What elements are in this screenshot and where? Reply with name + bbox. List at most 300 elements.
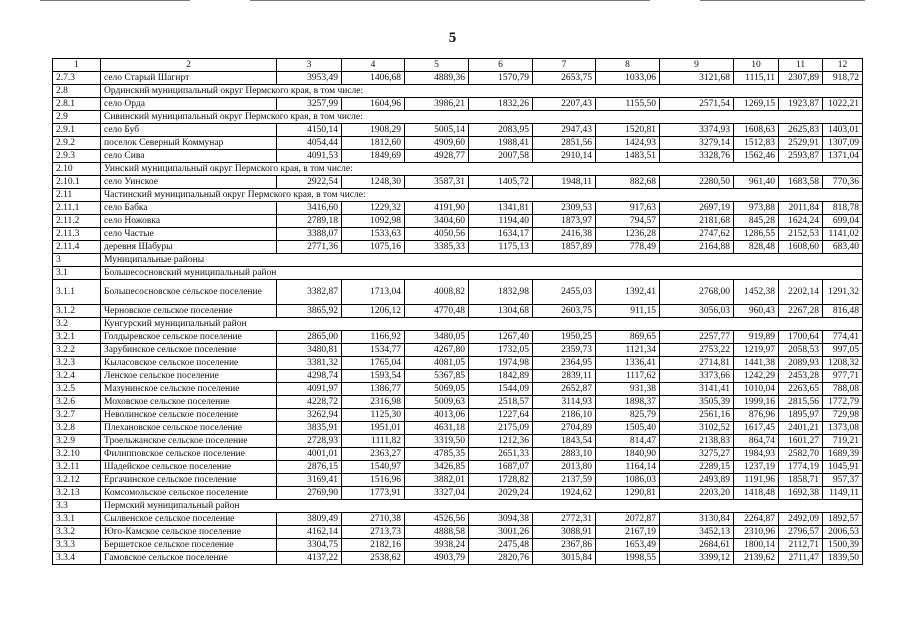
group-title: Пермский муниципальный район — [101, 500, 863, 513]
settlement-name: деревня Шабуры — [101, 241, 277, 254]
value-cell: 1617,45 — [734, 422, 779, 435]
column-header: 12 — [823, 59, 863, 72]
value-cell: 3001,26 — [469, 526, 533, 539]
value-cell: 1336,41 — [596, 357, 660, 370]
value-cell: 1540,97 — [342, 461, 405, 474]
settlement-name: Черновское сельское поселение — [101, 305, 277, 318]
value-cell: 957,37 — [823, 474, 863, 487]
value-cell: 2112,71 — [779, 539, 823, 552]
table-row — [53, 72, 863, 85]
value-cell: 4298,74 — [277, 370, 342, 383]
value-cell: 1892,57 — [823, 513, 863, 526]
value-cell: 1500,39 — [823, 539, 863, 552]
value-cell: 1772,79 — [823, 396, 863, 409]
row-code: 3.3.2 — [53, 526, 101, 539]
value-cell: 2137,59 — [533, 474, 596, 487]
column-header: 7 — [533, 59, 596, 72]
value-cell: 2492,09 — [779, 513, 823, 526]
value-cell: 2257,77 — [660, 331, 734, 344]
value-cell: 864,74 — [734, 435, 779, 448]
value-cell: 1570,79 — [469, 72, 533, 85]
value-cell: 1341,81 — [469, 202, 533, 215]
value-cell: 2771,36 — [277, 241, 342, 254]
value-cell: 2789,18 — [277, 215, 342, 228]
value-cell: 1229,32 — [342, 202, 405, 215]
value-cell: 2202,14 — [779, 280, 823, 305]
value-cell: 4267,80 — [405, 344, 469, 357]
value-cell: 3056,03 — [660, 305, 734, 318]
top-rule-left — [40, 0, 190, 1]
value-cell: 2263,65 — [779, 383, 823, 396]
value-cell: 2416,38 — [533, 228, 596, 241]
value-cell: 4081,05 — [405, 357, 469, 370]
settlement-name: село Частые — [101, 228, 277, 241]
value-cell: 825,79 — [596, 409, 660, 422]
value-cell: 2728,93 — [277, 435, 342, 448]
value-cell: 1604,96 — [342, 98, 405, 111]
row-code: 2.10 — [53, 163, 101, 176]
table-header-row — [53, 59, 863, 72]
value-cell: 2768,00 — [660, 280, 734, 305]
value-cell: 1175,13 — [469, 241, 533, 254]
value-cell: 1291,32 — [823, 280, 863, 305]
value-cell: 2203,20 — [660, 487, 734, 500]
value-cell: 1732,05 — [469, 344, 533, 357]
value-cell: 788,08 — [823, 383, 863, 396]
value-cell: 3262,94 — [277, 409, 342, 422]
settlement-name: Большесосновское сельское поселение — [101, 280, 277, 305]
value-cell: 1010,04 — [734, 383, 779, 396]
group-title: Сивинский муниципальный округ Пермского края, в том числе: — [101, 111, 863, 124]
group-title: Муниципальные районы — [101, 254, 863, 267]
value-cell: 2772,31 — [533, 513, 596, 526]
value-cell: 3327,04 — [405, 487, 469, 500]
value-cell: 2264,87 — [734, 513, 779, 526]
column-header: 8 — [596, 59, 660, 72]
value-cell: 4928,77 — [405, 150, 469, 163]
table-row — [53, 228, 863, 241]
value-cell: 3319,50 — [405, 435, 469, 448]
value-cell: 3865,92 — [277, 305, 342, 318]
value-cell: 1505,40 — [596, 422, 660, 435]
value-cell: 3505,39 — [660, 396, 734, 409]
value-cell: 3304,75 — [277, 539, 342, 552]
table-row — [53, 448, 863, 461]
table-row — [53, 435, 863, 448]
column-header: 3 — [277, 59, 342, 72]
row-code: 3.2.8 — [53, 422, 101, 435]
settlement-name: Неволинское сельское поселение — [101, 409, 277, 422]
table-row — [53, 396, 863, 409]
top-rule-right — [700, 0, 865, 1]
value-cell: 1832,26 — [469, 98, 533, 111]
value-cell: 3094,38 — [469, 513, 533, 526]
column-header: 1 — [53, 59, 101, 72]
value-cell: 2796,57 — [779, 526, 823, 539]
value-cell: 774,41 — [823, 331, 863, 344]
group-row — [53, 318, 863, 331]
value-cell: 2651,33 — [469, 448, 533, 461]
value-cell: 1840,90 — [596, 448, 660, 461]
value-cell: 2711,47 — [779, 552, 823, 565]
value-cell: 1713,04 — [342, 280, 405, 305]
value-cell: 2815,56 — [779, 396, 823, 409]
settlement-name: Плехановское сельское поселение — [101, 422, 277, 435]
value-cell: 1849,69 — [342, 150, 405, 163]
value-cell: 869,65 — [596, 331, 660, 344]
settlement-name: Троельжанское сельское поселение — [101, 435, 277, 448]
value-cell: 1033,06 — [596, 72, 660, 85]
row-code: 3.2.11 — [53, 461, 101, 474]
value-cell: 3121,68 — [660, 72, 734, 85]
table-row — [53, 552, 863, 565]
row-code: 2.11.4 — [53, 241, 101, 254]
value-cell: 2704,89 — [533, 422, 596, 435]
value-cell: 3169,41 — [277, 474, 342, 487]
value-cell: 1206,12 — [342, 305, 405, 318]
value-cell: 2139,62 — [734, 552, 779, 565]
value-cell: 1424,93 — [596, 137, 660, 150]
settlement-name: Голдыревское сельское поселение — [101, 331, 277, 344]
group-row — [53, 267, 863, 280]
value-cell: 2820,76 — [469, 552, 533, 565]
value-cell: 1534,77 — [342, 344, 405, 357]
value-cell: 1873,97 — [533, 215, 596, 228]
value-cell: 1923,87 — [779, 98, 823, 111]
value-cell: 2363,27 — [342, 448, 405, 461]
table-row — [53, 422, 863, 435]
value-cell: 1227,64 — [469, 409, 533, 422]
value-cell: 2307,89 — [779, 72, 823, 85]
value-cell: 1908,29 — [342, 124, 405, 137]
value-cell: 3275,27 — [660, 448, 734, 461]
value-cell: 4001,01 — [277, 448, 342, 461]
value-cell: 1115,11 — [734, 72, 779, 85]
value-cell: 3399,12 — [660, 552, 734, 565]
value-cell: 2714,81 — [660, 357, 734, 370]
table-body — [53, 59, 863, 565]
value-cell: 1895,97 — [779, 409, 823, 422]
row-code: 2.11.2 — [53, 215, 101, 228]
value-cell: 2652,87 — [533, 383, 596, 396]
value-cell: 1386,77 — [342, 383, 405, 396]
value-cell: 2453,28 — [779, 370, 823, 383]
table-row — [53, 241, 863, 254]
value-cell: 3373,66 — [660, 370, 734, 383]
value-cell: 1141,02 — [823, 228, 863, 241]
value-cell: 2922,54 — [277, 176, 342, 189]
value-cell: 1269,15 — [734, 98, 779, 111]
settlement-name: Моховское сельское поселение — [101, 396, 277, 409]
value-cell: 3374,93 — [660, 124, 734, 137]
value-cell: 1857,89 — [533, 241, 596, 254]
settlement-name: село Орда — [101, 98, 277, 111]
column-header: 5 — [405, 59, 469, 72]
value-cell: 1948,11 — [533, 176, 596, 189]
value-cell: 4770,48 — [405, 305, 469, 318]
value-cell: 1441,38 — [734, 357, 779, 370]
value-cell: 818,78 — [823, 202, 863, 215]
value-cell: 3882,01 — [405, 474, 469, 487]
value-cell: 2571,54 — [660, 98, 734, 111]
column-header: 6 — [469, 59, 533, 72]
settlement-name: село Старый Шагирт — [101, 72, 277, 85]
row-code: 3.2.7 — [53, 409, 101, 422]
value-cell: 1075,16 — [342, 241, 405, 254]
value-cell: 1544,09 — [469, 383, 533, 396]
value-cell: 4091,53 — [277, 150, 342, 163]
value-cell: 1191,96 — [734, 474, 779, 487]
table-row — [53, 150, 863, 163]
value-cell: 729,98 — [823, 409, 863, 422]
settlement-name: Комсомольское сельское поселение — [101, 487, 277, 500]
value-cell: 3130,84 — [660, 513, 734, 526]
value-cell: 2058,53 — [779, 344, 823, 357]
column-header: 4 — [342, 59, 405, 72]
value-cell: 778,49 — [596, 241, 660, 254]
value-cell: 1687,07 — [469, 461, 533, 474]
row-code: 3.3.3 — [53, 539, 101, 552]
table-row — [53, 487, 863, 500]
value-cell: 2582,70 — [779, 448, 823, 461]
value-cell: 2538,62 — [342, 552, 405, 565]
value-cell: 816,48 — [823, 305, 863, 318]
value-cell: 2493,89 — [660, 474, 734, 487]
value-cell: 5069,05 — [405, 383, 469, 396]
value-cell: 997,05 — [823, 344, 863, 357]
value-cell: 4903,79 — [405, 552, 469, 565]
table-row — [53, 176, 863, 189]
value-cell: 3088,91 — [533, 526, 596, 539]
value-cell: 4191,90 — [405, 202, 469, 215]
table-row — [53, 461, 863, 474]
group-row — [53, 111, 863, 124]
value-cell: 3388,07 — [277, 228, 342, 241]
row-code: 3.2.2 — [53, 344, 101, 357]
value-cell: 1601,27 — [779, 435, 823, 448]
value-cell: 5005,14 — [405, 124, 469, 137]
value-cell: 3114,93 — [533, 396, 596, 409]
group-row — [53, 500, 863, 513]
value-cell: 3257,99 — [277, 98, 342, 111]
group-title: Большесосновский муниципальный район — [101, 267, 863, 280]
value-cell: 1286,55 — [734, 228, 779, 241]
settlement-name: Мазунинское сельское поселение — [101, 383, 277, 396]
value-cell: 2310,96 — [734, 526, 779, 539]
value-cell: 3587,31 — [405, 176, 469, 189]
row-code: 2.11.3 — [53, 228, 101, 241]
value-cell: 1653,49 — [596, 539, 660, 552]
value-cell: 2947,43 — [533, 124, 596, 137]
top-rule-center — [250, 0, 650, 1]
value-cell: 1125,30 — [342, 409, 405, 422]
value-cell: 3809,49 — [277, 513, 342, 526]
value-cell: 1843,54 — [533, 435, 596, 448]
column-header: 2 — [101, 59, 277, 72]
value-cell: 1974,98 — [469, 357, 533, 370]
group-title: Частинский муниципальный округ Пермского края, в том числе: — [101, 189, 863, 202]
value-cell: 1166,92 — [342, 331, 405, 344]
value-cell: 1988,41 — [469, 137, 533, 150]
table-row — [53, 305, 863, 318]
settlement-name: село Уинское — [101, 176, 277, 189]
value-cell: 1683,58 — [779, 176, 823, 189]
value-cell: 1700,64 — [779, 331, 823, 344]
value-cell: 1111,82 — [342, 435, 405, 448]
group-title: Уинский муниципальный округ Пермского края, в том числе: — [101, 163, 863, 176]
value-cell: 1212,36 — [469, 435, 533, 448]
row-code: 3.2.1 — [53, 331, 101, 344]
value-cell: 2013,80 — [533, 461, 596, 474]
value-cell: 2289,15 — [660, 461, 734, 474]
value-cell: 1998,55 — [596, 552, 660, 565]
value-cell: 814,47 — [596, 435, 660, 448]
group-title: Кунгурский муниципальный район — [101, 318, 863, 331]
value-cell: 2182,16 — [342, 539, 405, 552]
value-cell: 794,57 — [596, 215, 660, 228]
row-code: 3.1 — [53, 267, 101, 280]
value-cell: 2167,19 — [596, 526, 660, 539]
group-row — [53, 189, 863, 202]
value-cell: 2083,95 — [469, 124, 533, 137]
value-cell: 1689,39 — [823, 448, 863, 461]
table-row — [53, 344, 863, 357]
value-cell: 2207,43 — [533, 98, 596, 111]
table-row — [53, 383, 863, 396]
value-cell: 2072,87 — [596, 513, 660, 526]
value-cell: 1155,50 — [596, 98, 660, 111]
value-cell: 3938,24 — [405, 539, 469, 552]
value-cell: 2883,10 — [533, 448, 596, 461]
value-cell: 2713,73 — [342, 526, 405, 539]
table-row — [53, 124, 863, 137]
value-cell: 4888,58 — [405, 526, 469, 539]
row-code: 3.2.3 — [53, 357, 101, 370]
page-number: 5 — [448, 30, 457, 46]
row-code: 3.2 — [53, 318, 101, 331]
value-cell: 1728,82 — [469, 474, 533, 487]
table-row — [53, 215, 863, 228]
value-cell: 2401,21 — [779, 422, 823, 435]
value-cell: 1951,01 — [342, 422, 405, 435]
value-cell: 2280,50 — [660, 176, 734, 189]
value-cell: 1773,91 — [342, 487, 405, 500]
tariff-table — [52, 58, 863, 565]
value-cell: 977,71 — [823, 370, 863, 383]
row-code: 3.1.2 — [53, 305, 101, 318]
value-cell: 1304,68 — [469, 305, 533, 318]
value-cell: 3102,52 — [660, 422, 734, 435]
value-cell: 4137,22 — [277, 552, 342, 565]
value-cell: 1194,40 — [469, 215, 533, 228]
value-cell: 3015,84 — [533, 552, 596, 565]
value-cell: 1208,32 — [823, 357, 863, 370]
value-cell: 2006,53 — [823, 526, 863, 539]
row-code: 2.8.1 — [53, 98, 101, 111]
value-cell: 1418,48 — [734, 487, 779, 500]
value-cell: 2267,28 — [779, 305, 823, 318]
value-cell: 1624,24 — [779, 215, 823, 228]
value-cell: 719,21 — [823, 435, 863, 448]
value-cell: 4008,82 — [405, 280, 469, 305]
value-cell: 1800,14 — [734, 539, 779, 552]
value-cell: 876,96 — [734, 409, 779, 422]
row-code: 2.10.1 — [53, 176, 101, 189]
value-cell: 2186,10 — [533, 409, 596, 422]
value-cell: 4889,36 — [405, 72, 469, 85]
value-cell: 2181,68 — [660, 215, 734, 228]
table-row — [53, 539, 863, 552]
value-cell: 1092,98 — [342, 215, 405, 228]
table-row — [53, 370, 863, 383]
value-cell: 1267,40 — [469, 331, 533, 344]
value-cell: 4228,72 — [277, 396, 342, 409]
value-cell: 1392,41 — [596, 280, 660, 305]
value-cell: 3416,60 — [277, 202, 342, 215]
value-cell: 1512,83 — [734, 137, 779, 150]
row-code: 3.3.4 — [53, 552, 101, 565]
value-cell: 3452,13 — [660, 526, 734, 539]
value-cell: 2561,16 — [660, 409, 734, 422]
value-cell: 1533,63 — [342, 228, 405, 241]
value-cell: 1898,37 — [596, 396, 660, 409]
value-cell: 2710,38 — [342, 513, 405, 526]
value-cell: 1219,97 — [734, 344, 779, 357]
value-cell: 2684,61 — [660, 539, 734, 552]
value-cell: 4909,60 — [405, 137, 469, 150]
value-cell: 3279,14 — [660, 137, 734, 150]
value-cell: 2876,15 — [277, 461, 342, 474]
value-cell: 1765,04 — [342, 357, 405, 370]
value-cell: 1452,38 — [734, 280, 779, 305]
value-cell: 2625,83 — [779, 124, 823, 137]
value-cell: 1634,17 — [469, 228, 533, 241]
value-cell: 1839,50 — [823, 552, 863, 565]
value-cell: 2364,95 — [533, 357, 596, 370]
table-row — [53, 357, 863, 370]
value-cell: 2518,57 — [469, 396, 533, 409]
value-cell: 1608,60 — [779, 241, 823, 254]
value-cell: 1999,16 — [734, 396, 779, 409]
settlement-name: Филипповское сельское поселение — [101, 448, 277, 461]
value-cell: 1950,25 — [533, 331, 596, 344]
value-cell: 1086,03 — [596, 474, 660, 487]
value-cell: 931,38 — [596, 383, 660, 396]
value-cell: 961,40 — [734, 176, 779, 189]
value-cell: 2138,83 — [660, 435, 734, 448]
row-code: 2.11 — [53, 189, 101, 202]
value-cell: 2839,11 — [533, 370, 596, 383]
row-code: 2.8 — [53, 85, 101, 98]
value-cell: 828,48 — [734, 241, 779, 254]
value-cell: 4526,56 — [405, 513, 469, 526]
row-code: 2.9.1 — [53, 124, 101, 137]
row-code: 3.2.4 — [53, 370, 101, 383]
table-row — [53, 513, 863, 526]
value-cell: 2089,93 — [779, 357, 823, 370]
row-code: 2.9 — [53, 111, 101, 124]
column-header: 10 — [734, 59, 779, 72]
value-cell: 1406,68 — [342, 72, 405, 85]
value-cell: 1593,54 — [342, 370, 405, 383]
value-cell: 1692,38 — [779, 487, 823, 500]
value-cell: 1812,60 — [342, 137, 405, 150]
settlement-name: Ленское сельское поселение — [101, 370, 277, 383]
settlement-name: село Бабка — [101, 202, 277, 215]
value-cell: 1924,62 — [533, 487, 596, 500]
value-cell: 1403,01 — [823, 124, 863, 137]
value-cell: 2697,19 — [660, 202, 734, 215]
